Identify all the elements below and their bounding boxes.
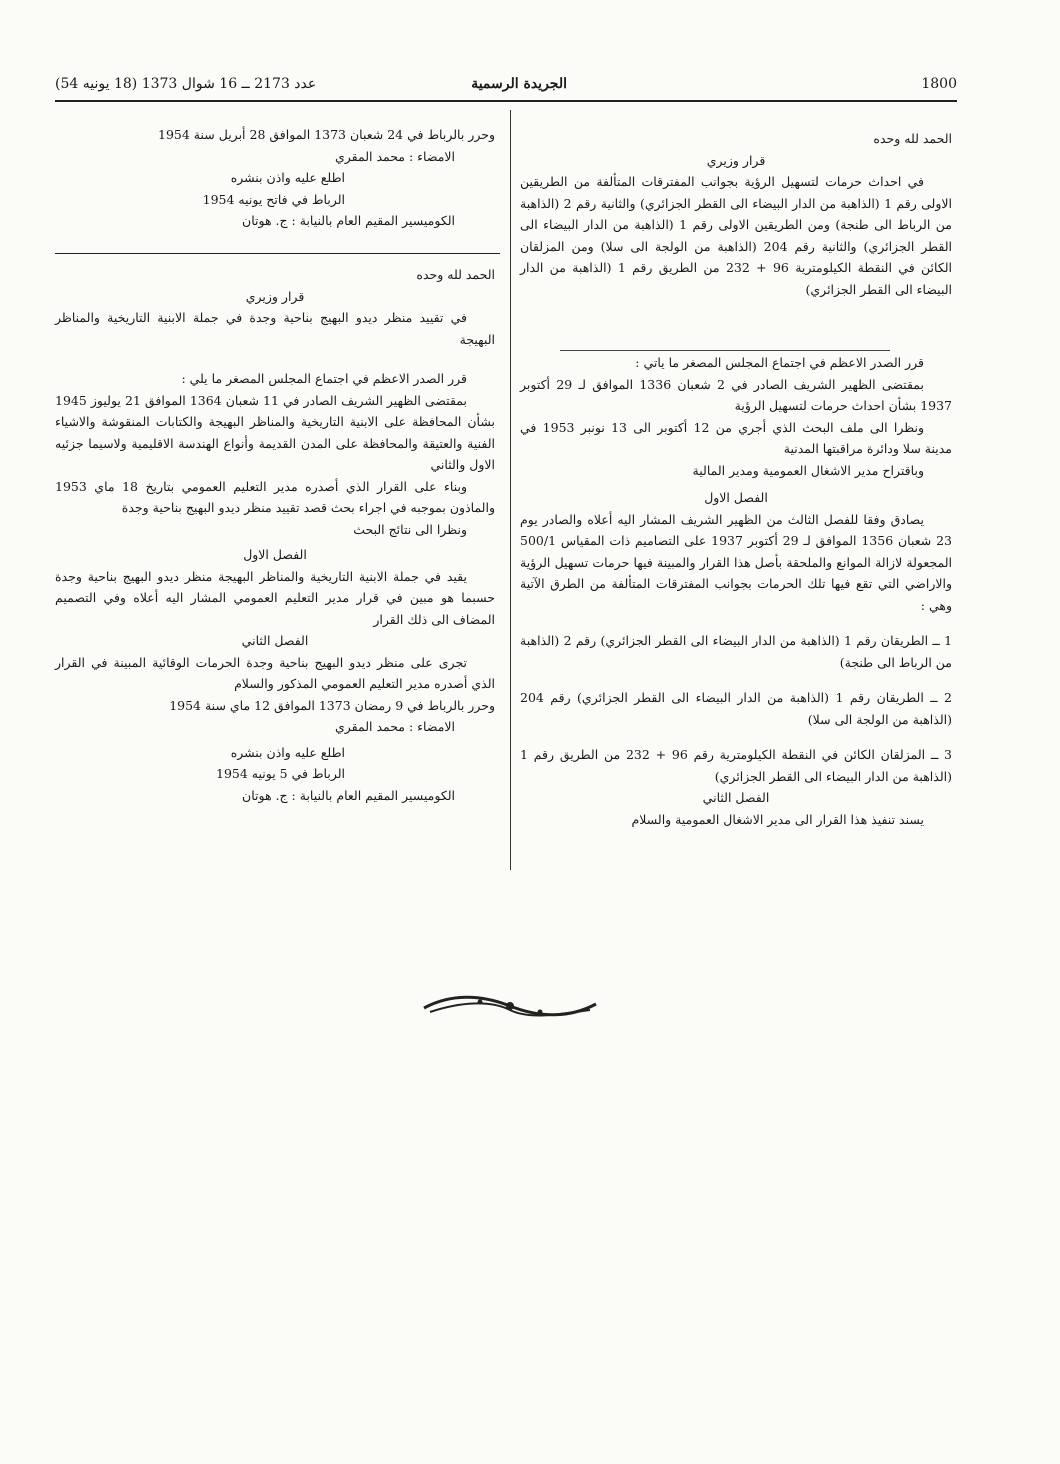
decree-heading: قرار وزيري xyxy=(245,288,305,304)
left-column-top xyxy=(55,124,495,232)
approval-line: اطلع عليه واذن بنشره xyxy=(230,170,345,185)
right-column xyxy=(520,128,952,300)
recital: ونظرا الى نتائج البحث xyxy=(353,521,467,537)
list-item: 2 ــ الطريقان رقم 1 (الذاهبة من الدار البيضاء الى القطر الجزائري) رقم 204 (الذاهبة من الولجة الى سلا) xyxy=(520,690,952,727)
article-title: الفصل الاول xyxy=(704,490,768,505)
recital: وباقتراح مدير الاشغال العمومية ومدير المالية xyxy=(692,462,924,478)
commissioner-line: الكوميسير المقيم العام بالنيابة : ج. هوتان xyxy=(242,213,455,228)
section-rule xyxy=(55,253,500,254)
list-item: 1 ــ الطريقان رقم 1 (الذاهبة من الدار البيضاء الى القطر الجزائري) رقم 2 (الذاهبة من الرباط الى طنجة) xyxy=(520,633,953,670)
journal-title: الجريدة الرسمية xyxy=(471,76,567,92)
recital: بمقتضى الظهير الشريف الصادر في 2 شعبان 1336 الموافق لـ 29 أكتوبر 1937 بشأن احداث حرمات لتسهيل الرؤية xyxy=(520,376,952,413)
article-text: يقيد في جملة الابنية التاريخية والمناظر البهيجة منظر ديدو البهيج بناحية وجدة حسبما هو مبين في قرار مدير التعليم العمومي المشار اليه أعلاه وفي التصميم المضاف الى ذلك القرار xyxy=(55,568,495,627)
page-number: 1800 xyxy=(921,76,957,92)
dated-line: وحرر بالرباط في 9 رمضان 1373 الموافق 12 ماي سنة 1954 xyxy=(169,697,495,713)
preamble: قرر الصدر الاعظم في اجتماع المجلس المصغر ما يلي : xyxy=(181,371,467,386)
issue-info: عدد 2173 ــ 16 شوال 1373 (18 يونيه 54) xyxy=(55,76,317,92)
left-column xyxy=(55,264,495,806)
approval-line: اطلع عليه واذن بنشره xyxy=(230,744,345,760)
right-column-body xyxy=(520,352,952,830)
signature-line: الامضاء : محمد المقري xyxy=(334,719,455,734)
header-rule xyxy=(55,100,957,102)
opening-phrase: الحمد لله وحده xyxy=(416,267,495,282)
decree-heading: قرار وزيري xyxy=(706,152,766,168)
place-date-line: الرباط في فاتح يونيه 1954 xyxy=(202,191,345,207)
dated-line: وحرر بالرباط في 24 شعبان 1373 الموافق 28 أبريل سنة 1954 xyxy=(158,127,495,142)
article-title: الفصل الاول xyxy=(243,547,307,562)
article-text: يصادق وفقا للفصل الثالث من الظهير الشريف المشار اليه أعلاه والصادر يوم 23 شعبان 1356 الموافق لـ 29 أكتوبر 1937 على التصاميم ذات المقياس 500/1 المجعولة لازالة الموانع والملحقة بأصل هذا القرار والمبينة فيها حرمات تسهيل الرؤية والاراضي التي تقع فيها تلك الحرمات بجوانب المفترقات المتألفة من الطرق الآتية وهي : xyxy=(520,511,952,613)
opening-phrase: الحمد لله وحده xyxy=(873,131,952,146)
commissioner-line: الكوميسير المقيم العام بالنيابة : ج. هوتان xyxy=(242,787,455,803)
section-rule xyxy=(560,350,890,351)
article-title: الفصل الثاني xyxy=(241,633,309,648)
decree-subject: في تقييد منظر ديدو البهيج بناحية وجدة في جملة الابنية التاريخية والمناظر البهيجة xyxy=(55,310,495,347)
recital: بمقتضى الظهير الشريف الصادر في 11 شعبان 1364 الموافق 21 يوليوز 1945 بشأن المحافظة على الابنية التاريخية والمناظر البهيجة والكتابات المنقوشة والاشياء الفنية والعتيقة والمحافظة على المدن القديمة وأنواع الهندسة الاقليمية ولاسيما جزئيه الاول والثاني xyxy=(55,392,495,472)
preamble: قرر الصدر الاعظم في اجتماع المجلس المصغر ما ياتي : xyxy=(635,355,924,370)
recital: وبناء على القرار الذي أصدره مدير التعليم العمومي بتاريخ 18 ماي 1953 والماذون بموجبه في اجراء بحث قصد تقييد منظر ديدو البهيج بناحية وجدة xyxy=(55,478,495,515)
signature-line: الامضاء : محمد المقري xyxy=(334,148,455,164)
recital: ونظرا الى ملف البحث الذي أجري من 12 أكتوبر الى 13 نونبر 1953 في مدينة سلا ودائرة مراقبتها المدنية xyxy=(520,419,952,456)
list-item: 3 ــ المزلقان الكائن في النقطة الكيلومترية رقم 96 + 232 من الطريق رقم 1 (الذاهبة من الدار البيضاء الى القطر الجزائري) xyxy=(520,747,952,784)
column-divider xyxy=(510,110,511,870)
article-text: تجرى على منظر ديدو البهيج بناحية وجدة الحرمات الوقائية المبينة في القرار الذي أصدره مدير التعليم العمومي المذكور والسلام xyxy=(55,654,495,691)
decree-subject: في احداث حرمات لتسهيل الرؤية بجوانب المفترقات المتألفة من الطريقين الاولى رقم 1 (الذاهبة من الدار البيضاء الى القطر الجزائري) والثانية رقم 2 (الذاهبة من الرباط الى طنجة) ومن الطريقين الاولى رقم 1 (الذاهبة من الدار البيضاء الى القطر الجزائري) والثانية رقم 204 (الذاهبة من الولجة الى سلا) ومن المزلقان الكائن في النقطة الكيلومترية 96 + 232 من الطريق رقم 1 (الذاهبة من الدار البيضاء الى القطر الجزائري) xyxy=(520,174,952,297)
article-title: الفصل الثاني xyxy=(702,790,770,805)
page-header xyxy=(55,76,957,98)
article-text: يسند تنفيذ هذا القرار الى مدير الاشغال العمومية والسلام xyxy=(631,811,924,827)
place-date-line: الرباط في 5 يونيه 1954 xyxy=(216,766,345,781)
ornament-flourish xyxy=(420,992,600,1020)
